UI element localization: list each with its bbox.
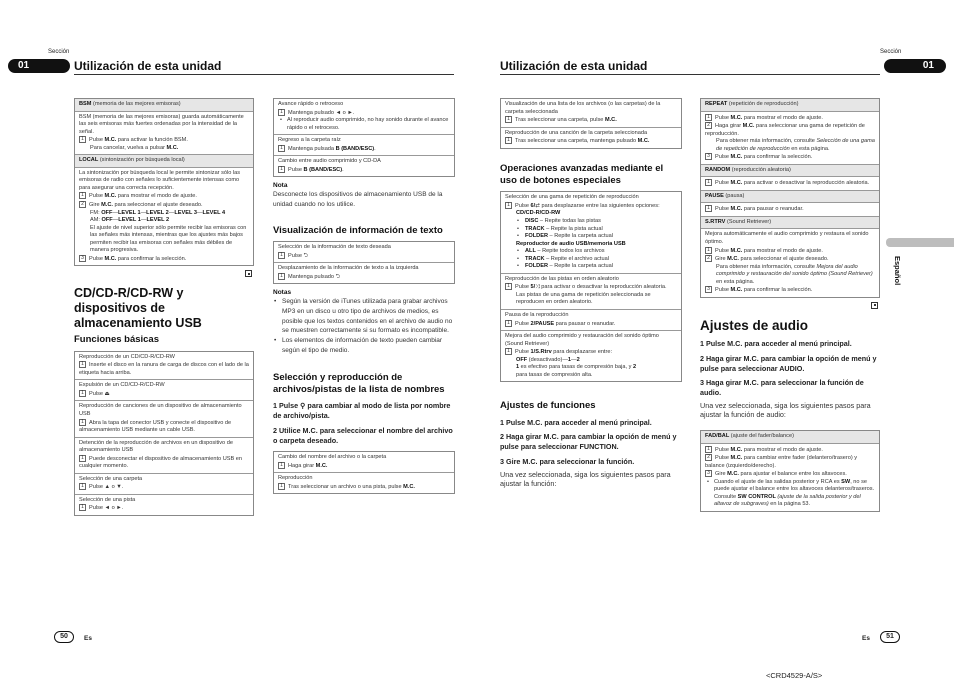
header-rule-right xyxy=(500,74,880,75)
random-body: 1 Pulse M.C. para activar o desactivar la reproducción aleatoria. xyxy=(701,177,879,190)
notes-block: Notas • Según la versión de iTunes utilizada para grabar archivos MP3 en un disco u otro tipo de archivos de medios, es posible que los textos contenidos en el archivo de audio no se muestren correctamente si su formato es incompatible. • Los elementos de información de texto pueden cambiar según el tipo de medio. xyxy=(273,288,455,356)
display-icon: ⮌ xyxy=(335,273,341,280)
pause-body: 1 Pulse M.C. para pausar o reanudar. xyxy=(701,203,879,216)
text-info-table xyxy=(273,241,455,284)
table-row: Visualización de una lista de los archivos (o las carpetas) de la carpeta seleccionada 1 Tras seleccionar una carpeta, pulse M.C. xyxy=(505,101,661,124)
section-label-right: Sección xyxy=(880,49,902,55)
end-mark-icon xyxy=(871,302,878,309)
table-row: Selección de una carpeta 1 Pulse ▲ o ▼. xyxy=(75,473,253,494)
document-code: <CRD4529-A/S> xyxy=(766,671,823,680)
left-column-2 xyxy=(273,98,455,498)
note-block: Nota Desconecte los dispositivos de almacenamiento USB de la unidad cuando no los utilice. xyxy=(273,182,443,208)
left-column-1 xyxy=(74,98,254,520)
local-header: LOCAL (sintonización por búsqueda local) xyxy=(75,154,253,168)
text-info-title: Visualización de información de texto xyxy=(273,224,443,236)
playback-table xyxy=(273,98,455,177)
table-row: Reproducción de un CD/CD-R/CD-RW 1 Inserte el disco en la ranura de carga de discos con el lado de la etiqueta hacia arriba. xyxy=(79,353,249,376)
right-column-2 xyxy=(700,98,880,516)
section-number-right: 01 xyxy=(884,59,946,73)
step-3-text: Una vez seleccionada, siga los siguientes pasos para ajustar la función de audio: xyxy=(700,400,871,420)
step-1: 1 Pulse M.C. para acceder al menú principal. xyxy=(700,339,852,349)
table-row: Pausa de la reproducción 1 Pulse 2/PAUSE para pausar o reanudar. xyxy=(501,309,681,330)
basic-functions-table xyxy=(74,351,254,516)
step-2: 2 Haga girar M.C. para cambiar la opción de menú y pulse para seleccionar FUNCTION. xyxy=(500,432,677,452)
repeat-settings-box xyxy=(700,98,880,298)
display-icon: ⮌ xyxy=(303,252,309,259)
table-row: Mejora del audio comprimido y restauración del sonido óptimo (Sound Retriever) 1 Pulse 1/S.Rtrv para desplazarse entre: OFF (desactivado)—1—2 1 es efectivo para tasas de compresión baja, y 2 para tasas de compresión alta. xyxy=(501,330,681,381)
step-3: 3 Gire M.C. para seleccionar la función. xyxy=(500,456,635,466)
table-row: Desplazamiento de la información de texto a la izquierda 1 Mantenga pulsado ⮌ xyxy=(274,262,454,283)
table-row: Reproducción 1 Tras seleccionar un archivo o una pista, pulse M.C. xyxy=(274,472,454,493)
local-body: La sintonización por búsqueda local le permite sintonizar sólo las emisoras de radio con señales lo suficientemente intensas como para asegurar una correcta recepción. 1 Pulse M.C. para mostrar el modo de ajuste. 2 Gire M.C. para seleccionar el ajuste deseado. FM: OFF—LEVEL 1—LEVEL 2—LEVEL 3—LEVEL 4 AM: OFF—LEVEL 1—LEVEL 2 El ajuste de nivel superior sólo permite recibir las emisoras con las señales más intensas, mientras que los ajustes más bajos permiten recibir las emisoras con señales más débiles de manera progresiva. 3 Pulse M.C. para confirmar la selección. xyxy=(79,169,247,262)
table-row: Expulsión de un CD/CD-R/CD-RW 1 Pulse ⏏ xyxy=(75,379,253,400)
lang-code-right: Es xyxy=(862,635,870,642)
repeat-body: 1 Pulse M.C. para mostrar el modo de ajuste. 2 Haga girar M.C. para seleccionar una gama de repetición de reproducción. Para obtener más información, consulte Selección de una gama de repetición de reproducción en esta página. 3 Pulse M.C. para confirmar la selección. xyxy=(705,113,875,161)
lang-code-left: Es xyxy=(84,635,92,642)
name-list-title: Selección y reproducción de archivos/pistas de la lista de nombres xyxy=(273,371,445,396)
step-2: 2 Haga girar M.C. para cambiar la opción de menú y pulse para seleccionar AUDIO. xyxy=(700,353,877,373)
bsm-body: BSM (memoria de las mejores emisoras) guarda automáticamente las seis emisoras más fuertes ordenadas por la intensidad de la señal. 1 Pulse M.C. para activar la función BSM. Para cancelar, vuelva a pulsar M.C. xyxy=(79,113,244,151)
step-1: 1 Pulse M.C. para acceder al menú principal. xyxy=(500,417,652,427)
bsm-header: BSM (memoria de las mejores emisoras) xyxy=(75,99,253,112)
random-header: RANDOM (reproducción aleatoria) xyxy=(701,164,879,178)
srtrv-header: S.RTRV (Sound Retriever) xyxy=(701,216,879,230)
search-icon: ⚲ xyxy=(300,401,306,411)
section-label-left: Sección xyxy=(48,49,70,55)
function-settings-title: Ajustes de funciones xyxy=(500,400,596,412)
header-rule-left xyxy=(74,74,454,75)
repeat-header: REPEAT (repetición de reproducción) xyxy=(701,99,879,112)
table-row: Reproducción de una canción de la carpeta seleccionada 1 Tras seleccionar una carpeta, mantenga pulsado M.C. xyxy=(501,127,681,148)
chapter-title-right: Utilización de esta unidad xyxy=(500,59,648,73)
chapter-title-left: Utilización de esta unidad xyxy=(74,59,222,73)
table-row: Regreso a la carpeta raíz 1 Mantenga pulsada B (BAND/ESC). xyxy=(274,134,454,155)
table-row: Selección de una gama de repetición de reproducción 1 Pulse 6/⇄ para desplazarse entre las siguientes opciones: CD/CD-R/CD-RW • DISC – Repite todas las pistas • TRACK – Repite la pista actual • FOLDER – Repite la carpeta actual Reproductor de audio USB/memoria USB • ALL – Repite todos los archivos • TRACK – Repite el archivo actual • FOLDER – Repite la carpeta actual xyxy=(501,192,681,272)
name-list-table xyxy=(273,451,455,494)
table-row: Cambio del nombre del archivo o la carpeta 1 Haga girar M.C. xyxy=(278,454,387,469)
folder-table xyxy=(500,98,682,149)
table-row: Avance rápido o retroceso 1 Mantenga pulsado ◄ o ►. • Al reproducir audio comprimido, no hay sonido durante el avance rápido o el retroceso. xyxy=(274,99,454,134)
step-1: 1 Pulse ⚲ para cambiar al modo de lista por nombre de archivo/pista. xyxy=(273,401,451,421)
page-number-left: 50 xyxy=(54,631,74,643)
basic-functions-title: Funciones básicas xyxy=(74,334,160,346)
table-row: Reproducción de las pistas en orden aleatorio 1 Pulse 5/⤨ para activar o desactivar la reproducción aleatoria. Las pistas de una gama de repetición seleccionada se reproducen en orden aleatorio. xyxy=(501,273,681,309)
table-row: Selección de la información de texto deseada 1 Pulse ⮌ xyxy=(278,243,391,259)
step-3-text: Una vez seleccionada, siga los siguientes pasos para ajustar la función: xyxy=(500,469,671,489)
table-row: Reproducción de canciones de un dispositivo de almacenamiento USB 1 Abra la tapa del conector USB y conecte el dispositivo de almacenamiento USB mediante un cable USB. xyxy=(75,400,253,436)
language-tab-bar xyxy=(886,238,954,247)
section-number-left: 01 xyxy=(8,59,70,73)
shuffle-icon: ⤨ xyxy=(535,284,540,291)
srtrv-body: Mejora automáticamente el audio comprimido y restaura el sonido óptimo. 1 Pulse M.C. para mostrar el modo de ajuste. 2 Gire M.C. para seleccionar el ajuste deseado. Para obtener más información, consulte Mejora del audio comprimido y restauración del sonido óptimo (Sound Retriever) en esta página. 3 Pulse M.C. para confirmar la selección. xyxy=(705,231,873,294)
audio-settings-title: Ajustes de audio xyxy=(700,317,809,333)
end-mark-icon xyxy=(245,270,252,277)
language-tab: Español xyxy=(893,256,902,286)
pause-header: PAUSE (pausa) xyxy=(701,190,879,204)
advanced-ops-table xyxy=(500,191,682,382)
bsm-box xyxy=(74,98,254,266)
table-row: Selección de una pista 1 Pulse ◄ o ►. xyxy=(75,494,253,515)
right-column-1 xyxy=(500,98,682,489)
advanced-ops-title: Operaciones avanzadas mediante el uso de botones especiales xyxy=(500,162,664,187)
fader-balance-box xyxy=(700,430,880,512)
table-row: Detención de la reproducción de archivos en un dispositivo de almacenamiento USB 1 Puede desconectar el dispositivo de almacenamiento USB en cualquier momento. xyxy=(75,437,253,473)
fad-header: FAD/BAL (ajuste del fader/balance) xyxy=(701,431,879,444)
eject-icon: ⏏ xyxy=(104,390,110,397)
repeat-icon: ⇄ xyxy=(535,202,540,209)
step-3: 3 Haga girar M.C. para seleccionar la función de audio. xyxy=(700,378,864,397)
page-number-right: 51 xyxy=(880,631,900,643)
step-2: 2 Utilice M.C. para seleccionar el nombre del archivo o carpeta deseado. xyxy=(273,425,453,445)
table-row: Cambio entre audio comprimido y CD-DA 1 Pulse B (BAND/ESC). xyxy=(274,155,454,176)
cd-section-title: CD/CD-R/CD-RW y dispositivos de almacenamiento USB xyxy=(74,286,202,331)
fad-body: 1 Pulse M.C. para mostrar el modo de ajuste. 2 Pulse M.C. para cambiar entre fader (delantero/trasero) y balance (izquierdo/derecho). 3 Gire M.C. para ajustar el balance entre los altavoces. • Cuando el ajuste de las salidas posterior y RCA es SW, no se puede ajustar el balance entre los altavoces delanteros/traseros. Consulte SW CONTROL (ajuste de la salida posterior y del altavoz de subgraves) en la página 53. xyxy=(701,444,879,511)
